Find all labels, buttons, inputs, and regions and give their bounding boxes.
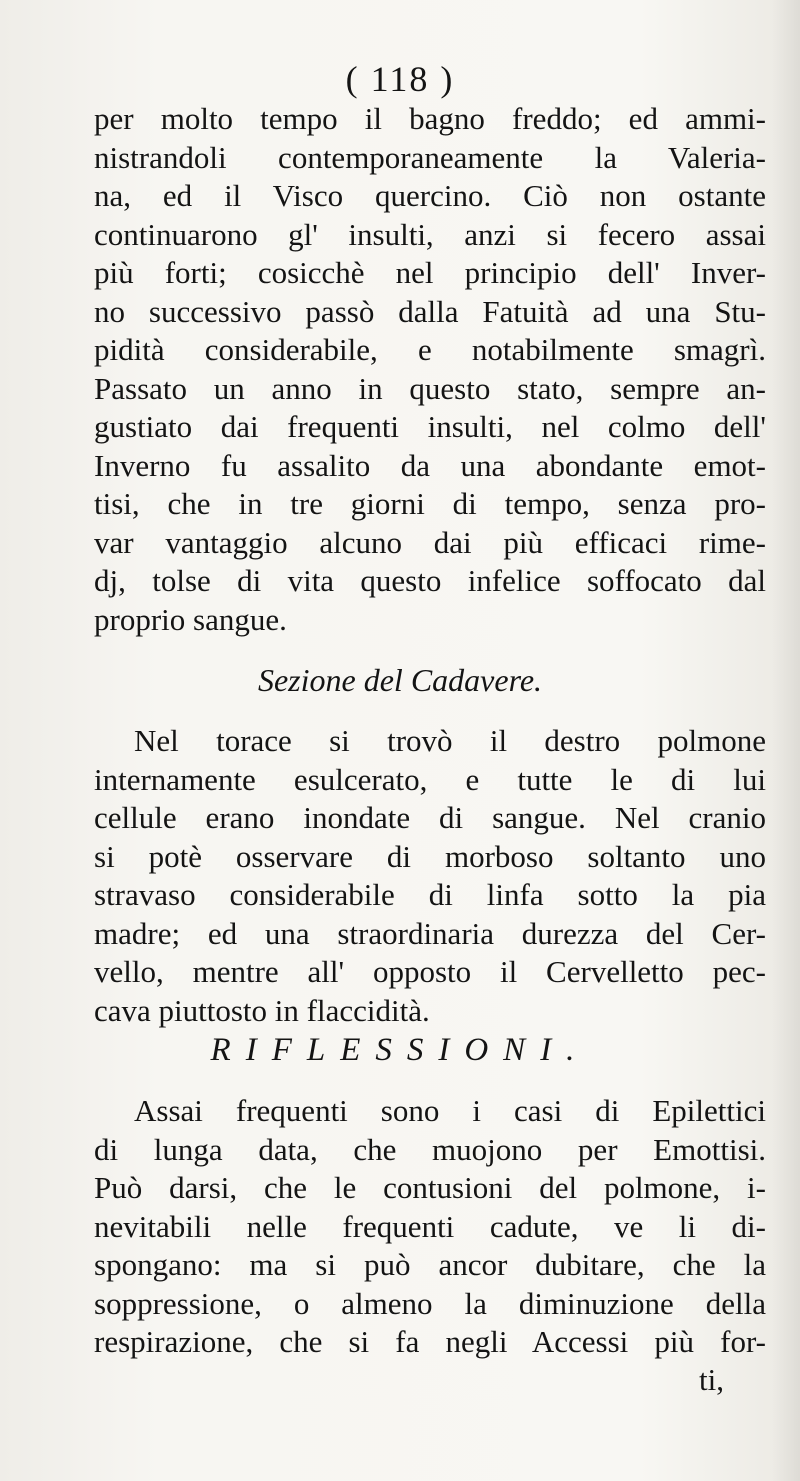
catchword: ti, [699, 1362, 724, 1397]
page-number: ( 118 ) [345, 59, 455, 99]
text-line: Passato un anno in questo stato, sempre an- [94, 370, 766, 406]
text-line: internamente esulcerato, e tutte le di lui [94, 761, 766, 797]
text-line: proprio sangue. [94, 601, 287, 637]
text-line: tisi, che in tre giorni di tempo, senza pro- [94, 486, 766, 521]
text-line: Inverno fu assalito da una abondante emot- [94, 447, 766, 483]
text-line: continuarono gl' insulti, anzi si fecero assai [94, 216, 766, 252]
text-line: Nel torace si trovò il destro polmone [134, 723, 766, 758]
text-line: per molto tempo il bagno freddo; ed ammi- [94, 101, 766, 136]
section-heading-reflections: RIFLESSIONI. [210, 1032, 590, 1068]
page-edge-shadow [772, 0, 800, 1481]
text-line: pidità considerabile, e notabilmente smagrì. [94, 332, 766, 367]
text-line: si potè osservare di morboso soltanto uno [94, 838, 766, 874]
section-heading-autopsy: Sezione del Cadavere. [257, 662, 543, 698]
text-line: cava piuttosto in flaccidità. [94, 992, 430, 1028]
paragraph-autopsy [94, 722, 766, 1030]
text-line: Assai frequenti sono i casi di Epilettici [134, 1093, 766, 1128]
text-line: soppressione, o almeno la diminuzione della [94, 1285, 766, 1321]
text-line: vello, mentre all' opposto il Cervelletto pec- [94, 954, 766, 989]
text-line: madre; ed una straordinaria durezza del Cer- [94, 915, 766, 951]
text-line: di lunga data, che muojono per Emottisi. [94, 1131, 766, 1167]
text-line: no successivo passò dalla Fatuità ad una Stu- [94, 293, 766, 329]
text-line: respirazione, che si fa negli Accessi più for- [94, 1324, 766, 1359]
text-line: nistrandoli contemporaneamente la Valeria- [94, 139, 766, 175]
text-line: na, ed il Visco quercino. Ciò non ostante [94, 178, 766, 213]
text-line: spongano: ma si può ancor dubitare, che la [94, 1247, 766, 1282]
text-line: dj, tolse di vita questo infelice soffocato dal [94, 563, 766, 598]
text-line: gustiato dai frequenti insulti, nel colmo dell' [94, 409, 766, 444]
paragraph-reflections [94, 1092, 766, 1362]
text-line: var vantaggio alcuno dai più efficaci rime- [94, 524, 766, 560]
text-line: nevitabili nelle frequenti cadute, ve li di- [94, 1208, 766, 1244]
text-line: cellule erano inondate di sangue. Nel cranio [94, 800, 766, 835]
text-line: più forti; cosicchè nel principio dell' Inver- [94, 255, 766, 290]
text-line: stravaso considerabile di linfa sotto la pia [94, 877, 766, 912]
paragraph-case-history [94, 100, 766, 639]
text-line: Può darsi, che le contusioni del polmone, i- [94, 1170, 766, 1205]
